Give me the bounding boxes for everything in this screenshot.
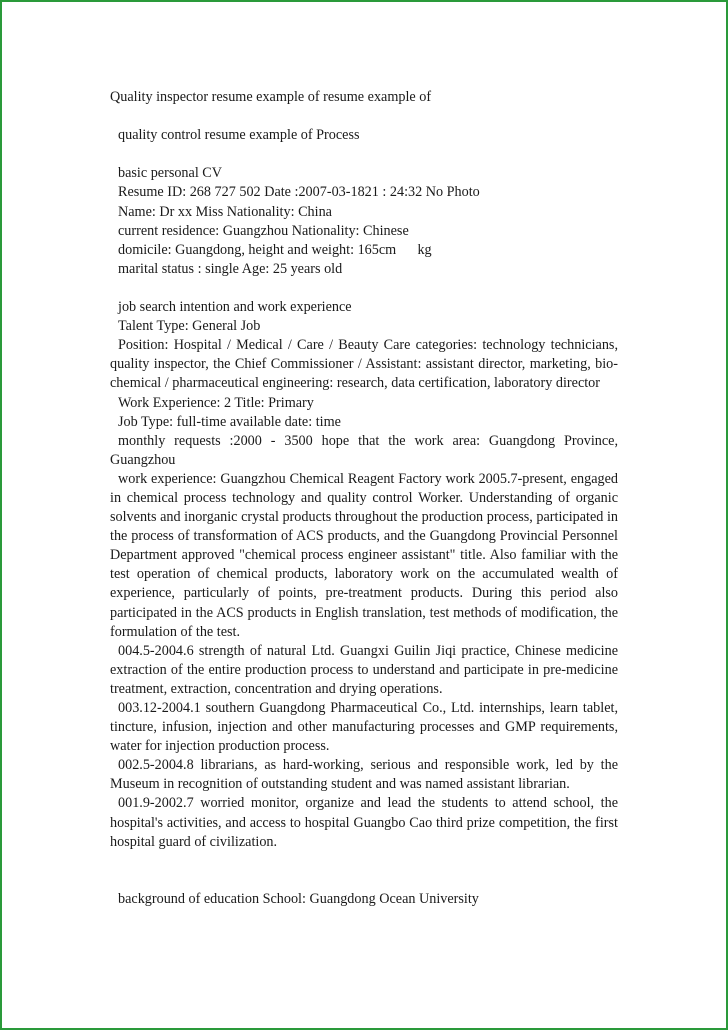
experience-entry: 003.12-2004.1 southern Guangdong Pharmaceutical Co., Ltd. internships, learn tablet, tincture, infusion, injection and other manufacturing processes and GMP requirements, water for injection production process. [110, 700, 618, 755]
personal-heading: basic personal CV [118, 165, 223, 182]
domicile-line: domicile: Guangdong, height and weight: 165cm kg [118, 241, 432, 258]
doc-title: Quality inspector resume example of resume example of [110, 89, 432, 105]
position-paragraph: Position: Hospital / Medical / Care / Beauty Care categories: technology technicians, quality inspector, the Chief Commissioner / Assistant: assistant director, marketing, bio-chemical / pharmaceutical engineering: research, data certification, laboratory director [110, 337, 618, 392]
doc-subtitle: quality control resume example of Process [118, 127, 360, 144]
job-type-line: Job Type: full-time available date: time [118, 413, 341, 430]
resume-id-line: Resume ID: 268 727 502 Date :2007-03-1821 : 24:32 No Photo [118, 184, 480, 201]
name-line: Name: Dr xx Miss Nationality: China [118, 203, 332, 220]
residence-line: current residence: Guangzhou Nationality: Chinese [118, 222, 409, 239]
education-line: background of education School: Guangdong Ocean University [118, 890, 479, 907]
job-heading: job search intention and work experience [118, 299, 352, 316]
work-experience-paragraph: work experience: Guangzhou Chemical Reagent Factory work 2005.7-present, engaged in chemical process technology and quality control Worker. Understanding of organic solvents and inorganic crystal products throughout the production process, participated in the process of transformation of ACS products, and the Guangdong Provincial Personnel Department approved "chemical process engineer assistant" title. Also familiar with the test operation of chemical products, laboratory work on the accumulated wealth of experience, particularly of points, pre-treatment products. During this period also participated in the ACS products in English translation, test methods of modification, the formulation of the test. [110, 470, 618, 640]
experience-entry: 001.9-2002.7 worried monitor, organize and lead the students to attend school, the hospital's activities, and access to hospital Guangbo Cao third prize competition, the first hospital guard of civilization. [110, 795, 618, 850]
resume-document [110, 88, 618, 909]
marital-line: marital status : single Age: 25 years old [118, 260, 343, 277]
requests-paragraph: monthly requests :2000 - 3500 hope that the work area: Guangdong Province, Guangzhou [110, 432, 618, 468]
experience-entry: 004.5-2004.6 strength of natural Ltd. Guangxi Guilin Jiqi practice, Chinese medicine extraction of the entire production process to understand and participate in pre-medicine treatment, extraction, concentration and drying operations. [110, 642, 618, 697]
experience-entry: 002.5-2004.8 librarians, as hard-working, serious and responsible work, led by the Museum in recognition of outstanding student and was named assistant librarian. [110, 757, 618, 793]
talent-line: Talent Type: General Job [118, 318, 261, 335]
experience-line: Work Experience: 2 Title: Primary [118, 394, 314, 411]
